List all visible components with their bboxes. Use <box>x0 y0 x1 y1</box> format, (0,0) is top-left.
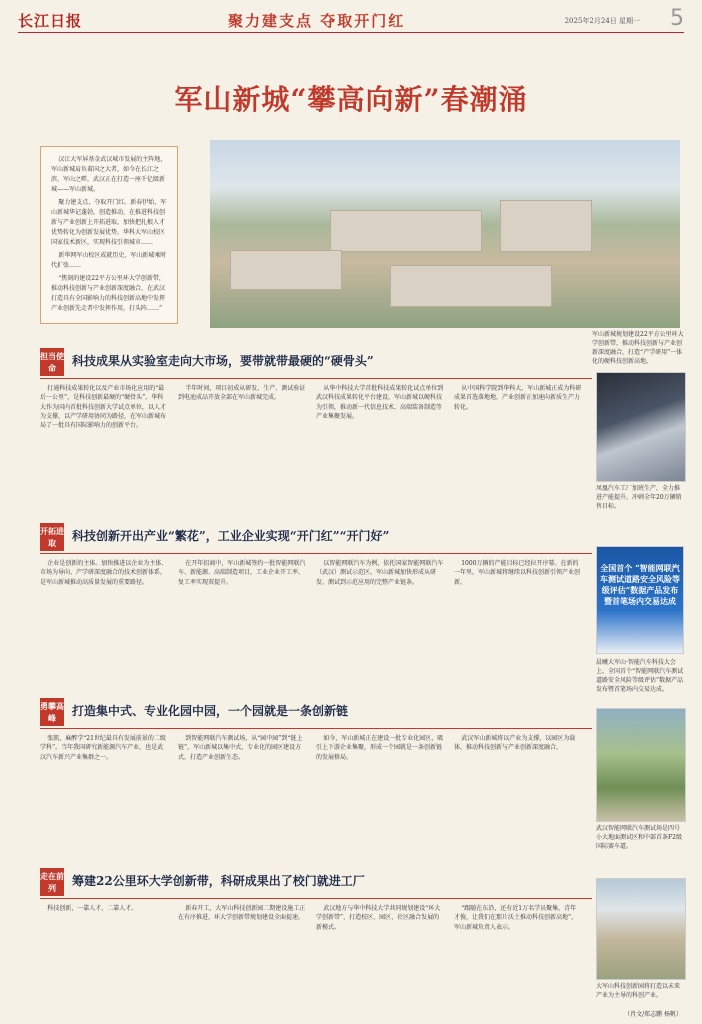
lead-box <box>40 146 178 324</box>
article-column <box>178 384 306 514</box>
campus-photo-caption: 大军山科技创新园将打造以未来产业为主导的科创产业。 <box>596 983 681 999</box>
page-headline: 军山新城“攀高向新”春潮涌 <box>174 83 528 116</box>
article-column <box>454 734 582 854</box>
article-column <box>178 904 306 1004</box>
column-text: 武汉地方与华中科技大学共同规划建设“环大学创新带”，打造校区、园区、社区融合发展的新模式。 <box>316 905 441 931</box>
byline: （肖文/郑志鹏 杨帆） <box>624 1011 682 1018</box>
article-column <box>316 734 444 854</box>
section-title-2: 科技创新开出产业“繁花”，工业企业实现“开门红”“开门好” <box>72 529 390 543</box>
building-shape <box>230 250 342 290</box>
article-column <box>40 384 168 514</box>
column-text: 以智能网联汽车为例，依托国家智能网联汽车（武汉）测试示范区，军山新城加快形成从研发、测试到示范应用的完整产业链条。 <box>316 560 444 586</box>
main-photo-caption: 军山新城规划建设22平方公里环大学创新带，推动科技创新与产业创新深度融合，打造“产学研用”一体化的硬科技创新高地。 <box>592 331 684 365</box>
section-title-3: 打造集中式、专业化园中园，一个园就是一条创新链 <box>72 704 349 718</box>
section-rule <box>40 553 592 554</box>
page-slogan: 聚力建支点 夺取开门红 <box>228 12 406 30</box>
section-title-4: 筹建22公里环大学创新带，科研成果出了校门就进工厂 <box>72 874 365 888</box>
article-column <box>454 384 582 514</box>
test-track-photo <box>596 708 686 822</box>
column-text: 打通科技成果转化以及产业市场化应用的“最后一公里”，是科技创新最硬的“硬骨头”。华科大作为国内首批科技创新大学试点单位，以人才为支撑，以产学研用协同为路径，在军山新城布局了一批具有国际影响力的创新平台。 <box>40 385 167 430</box>
lead-paragraph: 汉江大军屏基金武汉城市发展的主阵地，军山新城肩负着国之大者，如今在长江之滨、军山之畔，武汉正在打造一座千亿级新城——军山新城。 <box>51 156 167 193</box>
article-column <box>454 559 582 685</box>
section-label-3: 勇攀高峰 <box>40 698 64 726</box>
column-text: 1000万辆的产能目标已经拉开序幕。在新的一年里，军山新城将继续以科技创新引领产业创新。 <box>454 560 581 586</box>
article-column <box>178 559 306 685</box>
section-rule <box>40 898 592 899</box>
column-text: 半年时间，项目初成从研发、生产、测试验证到电池成品开放全部在军山新城完成。 <box>178 385 306 402</box>
test-track-caption: 武汉智能网联汽车测试场是四号小大地面测试区和中部首条F2级国际赛车道。 <box>596 825 682 850</box>
factory-photo-caption: 凤凰汽车工厂加班生产，全力推进产能提升，冲刺全年20万辆销售目标。 <box>596 485 682 510</box>
issue-date: 2025年2月24日 星期一 <box>564 17 640 25</box>
column-text: 科技创新，一靠人才，二靠人才。 <box>47 905 138 912</box>
section-title-1: 科技成果从实验室走向大市场，要带就带最硬的“硬骨头” <box>72 354 374 368</box>
lead-paragraph: 聚力建支点，夺取开门红。新春伊始，军山新城华记蓬勃，创造推动，在推进科技创新与产业创新上开拓进取，加快把扎根人才优势转化为创新发展优势，华科大军山校区国家技术新区，实现科技引领城市…… <box>51 199 167 246</box>
masthead <box>18 6 684 33</box>
section-rule <box>40 728 592 729</box>
article-column <box>40 559 168 685</box>
column-text: 新春开工，大军山科技创新园二期建设施工正在有序推进，环大学创新带规划建设全面提速。 <box>178 905 306 922</box>
column-text: 从华中科技大学首批科技成果转化试点单位到武汉科技成果转化平台建设，军山新城以硬科技为引领，推动新一代信息技术、高端装备制造等产业集聚发展。 <box>316 385 444 420</box>
campus-photo <box>596 878 686 980</box>
article-column <box>178 734 306 854</box>
section-label-1: 担当使命 <box>40 348 64 376</box>
main-aerial-photo <box>210 140 680 328</box>
column-text: 武汉军山新城将以产业为支撑，以园区为载体，推动科技创新与产业创新深度融合。 <box>454 735 576 752</box>
article-column <box>454 904 582 1004</box>
column-text: 企业是创新的主体。加快推进以企业为主体、市场为导向、产学研深度融合的技术创新体系，是军山新城推动高质量发展的重要路径。 <box>40 560 168 586</box>
section-rule <box>40 378 592 379</box>
article-column <box>316 904 444 1004</box>
article-column <box>316 384 444 514</box>
section-label-4: 走在前列 <box>40 868 64 896</box>
paper-name: 长江日报 <box>18 12 83 30</box>
award-photo-caption: 晨曦大军山·智能汽车科技大会上，全国首个“智能网联汽车测试道路安全风险等级评估”数据产品发布暨首笔场内交易达成。 <box>596 659 684 693</box>
factory-photo <box>596 372 686 482</box>
article-column <box>40 904 168 1004</box>
column-text: “跟随在东沿，还有近1万名学员聚集，青年才俊，让我们在那片沃土推动科技创新高地”，军山新城负责人表示。 <box>454 905 578 931</box>
column-text: 如今，军山新城正在建设一批专业化园区，吸引上下游企业集聚，形成一个园就是一条创新链的发展格局。 <box>316 735 444 761</box>
building-shape <box>390 265 552 307</box>
building-shape <box>330 210 482 252</box>
lead-paragraph: 新华网军山校区成就历史，军山新城乘时代扩张…… <box>51 252 167 269</box>
page-number: 5 <box>670 6 684 31</box>
column-text: 张凯，麻醉学“21世纪最具有发展前景的二级学科”。当年我国研究新能源汽车产业，也是武汉汽车新兴产业集群之一。 <box>40 735 166 761</box>
article-column <box>40 734 168 854</box>
article-column <box>316 559 444 685</box>
section-label-2: 开拓进取 <box>40 523 64 551</box>
award-stage-photo: 全国首个 “智能网联汽车测试道路安全风险等级评估”数据产品发布 暨首笔场内交易达成 <box>596 546 684 654</box>
column-text: 从中国科学院到华科大，军山新城正成为科研成果首选落地地，产业创新正加速向新质生产力转化。 <box>454 385 582 411</box>
lead-paragraph: “焦刻的建设22平方公里环大学创新带，推动科技创新与产业创新深度融合，在武汉打造具有全国影响力的科技创新高地中发挥产业创新先走者中发挥作用，打头阵……” <box>51 275 166 312</box>
column-text: 在开年招商中，军山新城签约一批智能网联汽车、新能源、高端制造项目，工业企业开工率、复工率实现双提升。 <box>178 560 306 586</box>
building-shape <box>500 200 592 252</box>
column-text: 到智能网联汽车测试场，从“园中园”到“链上链”，军山新城以集中式、专业化的园区建设方式，打造产业创新生态。 <box>178 735 303 761</box>
